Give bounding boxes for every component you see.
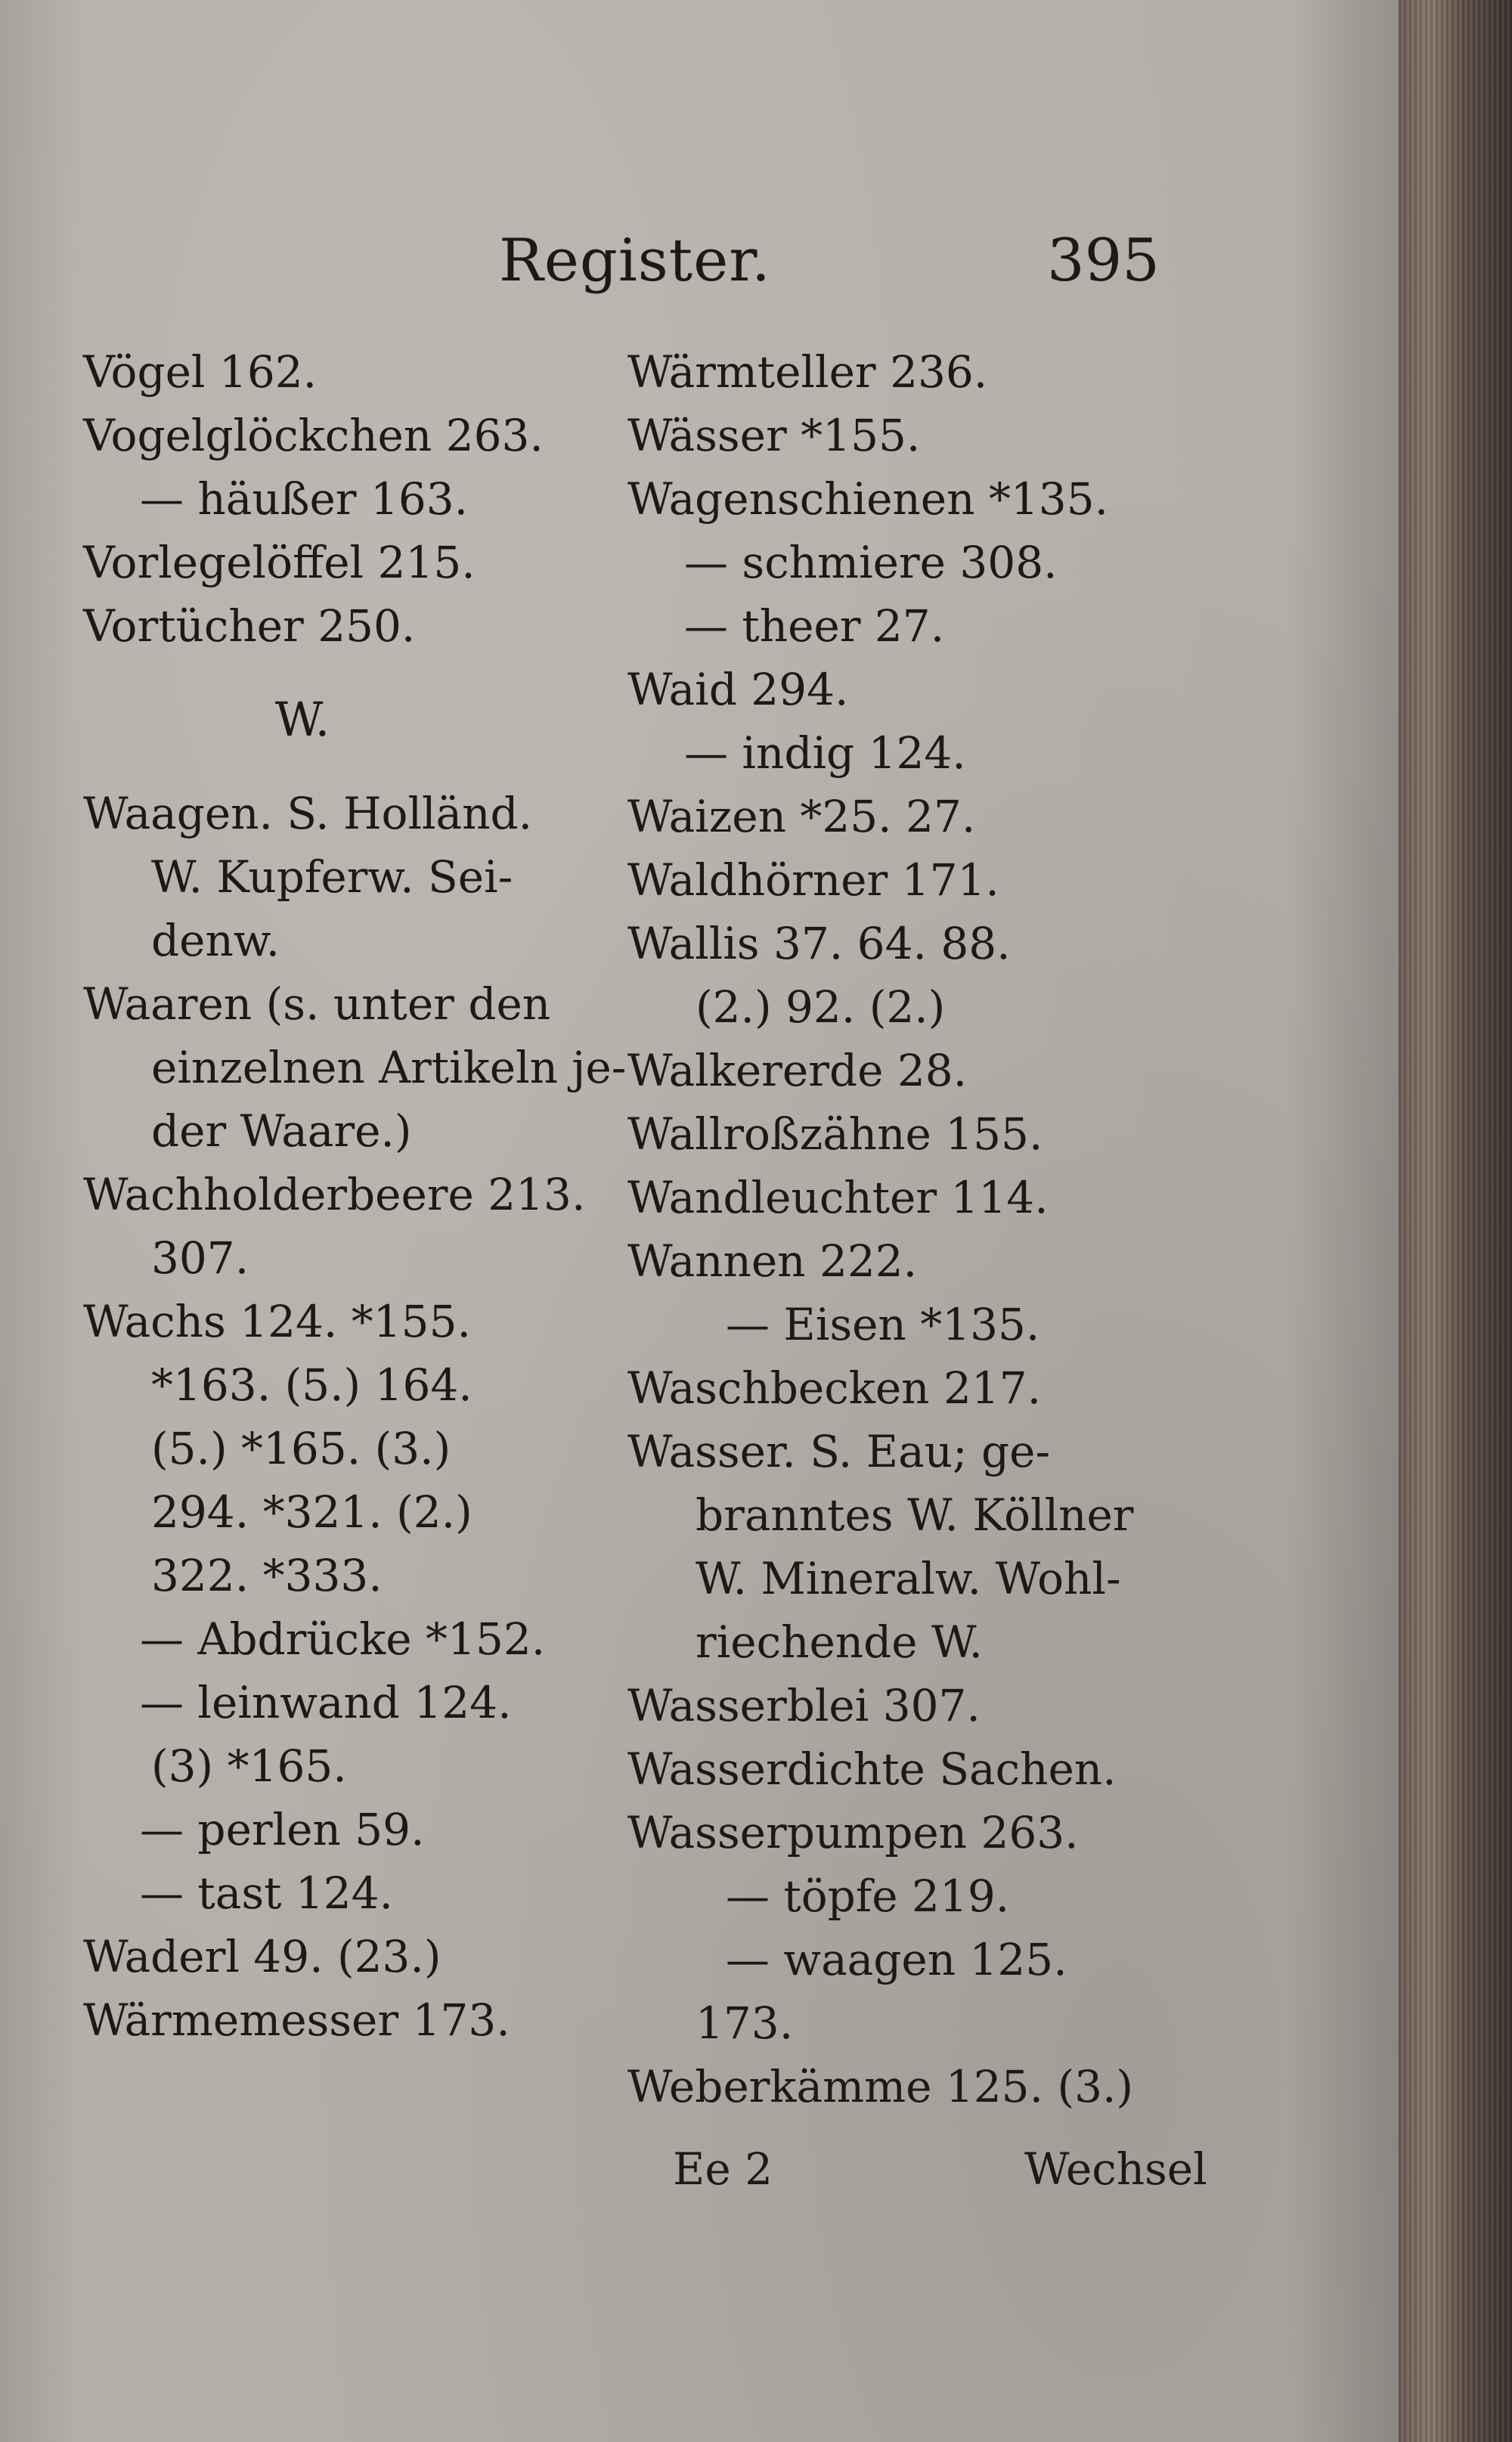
index-entry: Wasserblei 307. xyxy=(627,1680,981,1731)
index-entry: branntes W. Köllner xyxy=(696,1489,1134,1541)
index-entry: Wachholderbeere 213. xyxy=(83,1169,586,1220)
index-entry: Vorlegelöffel 215. xyxy=(83,537,476,588)
index-entry: Vortücher 250. xyxy=(83,600,416,652)
index-entry: Wachs 124. *155. xyxy=(83,1296,471,1347)
index-entry: (2.) 92. (2.) xyxy=(696,981,946,1033)
index-entry: — tast 124. xyxy=(140,1867,393,1919)
index-entry: Waderl 49. (23.) xyxy=(83,1931,442,1982)
index-entry: W. Kupferw. Sei- xyxy=(151,851,513,903)
index-entry: Wandleuchter 114. xyxy=(627,1172,1049,1223)
signature-mark: Ee 2 xyxy=(673,2143,773,2195)
index-entry: 294. *321. (2.) xyxy=(151,1486,472,1538)
index-entry: Wasserpumpen 263. xyxy=(627,1807,1079,1858)
index-entry: Weberkämme 125. (3.) xyxy=(627,2061,1134,2112)
page-number: 395 xyxy=(1047,227,1160,295)
index-entry: — theer 27. xyxy=(684,600,945,652)
index-entry: denw. xyxy=(151,915,280,966)
index-entry: — Abdrücke *152. xyxy=(140,1613,546,1665)
index-entry: Wärmteller 236. xyxy=(627,346,988,398)
index-entry: Waid 294. xyxy=(627,664,849,715)
running-head-title: Register. xyxy=(499,227,771,295)
index-entry: 307. xyxy=(151,1232,249,1284)
index-entry: 322. *333. xyxy=(151,1550,383,1601)
index-entry: Waldhörner 171. xyxy=(627,854,999,906)
index-entry: — leinwand 124. xyxy=(140,1677,512,1728)
index-entry: — indig 124. xyxy=(684,727,966,779)
index-entry: einzelnen Artikeln je- xyxy=(151,1042,627,1093)
index-entry: Waizen *25. 27. xyxy=(627,791,976,842)
index-entry: Wannen 222. xyxy=(627,1235,918,1287)
index-entry: Wallis 37. 64. 88. xyxy=(627,918,1011,969)
index-entry: — häußer 163. xyxy=(140,473,469,525)
index-entry: — schmiere 308. xyxy=(684,537,1058,588)
index-entry: riechende W. xyxy=(696,1616,983,1668)
index-entry: (5.) *165. (3.) xyxy=(151,1423,451,1474)
index-entry: (3) *165. xyxy=(151,1740,347,1792)
index-entry: Wässer *155. xyxy=(627,410,921,461)
index-entry: der Waare.) xyxy=(151,1105,412,1157)
index-entry: Waagen. S. Holländ. xyxy=(83,788,533,839)
index-entry: Vogelglöckchen 263. xyxy=(83,410,544,461)
right-index-column xyxy=(627,340,1217,2118)
index-entry: — Eisen *135. xyxy=(726,1299,1040,1350)
index-entry: Vögel 162. xyxy=(83,346,318,398)
index-entry: Wasserdichte Sachen. xyxy=(627,1743,1117,1795)
index-entry: Wärmemesser 173. xyxy=(83,1994,510,2046)
index-entry: Wallroßzähne 155. xyxy=(627,1108,1043,1160)
index-entry: — töpfe 219. xyxy=(726,1870,1010,1922)
index-entry: Waschbecken 217. xyxy=(627,1362,1042,1414)
catchword: Wechsel xyxy=(1024,2143,1207,2195)
index-entry: W. Mineralw. Wohl- xyxy=(696,1553,1121,1604)
index-entry: 173. xyxy=(696,1997,794,2049)
index-entry: Wasser. S. Eau; ge- xyxy=(627,1426,1051,1477)
page-edge xyxy=(1399,0,1512,2442)
section-letter: W. xyxy=(274,692,330,747)
index-entry: *163. (5.) 164. xyxy=(151,1359,472,1411)
left-index-column xyxy=(83,340,627,2052)
index-entry: — perlen 59. xyxy=(140,1804,425,1855)
index-entry: Waaren (s. unter den xyxy=(83,978,551,1030)
index-entry: Walkererde 28. xyxy=(627,1045,968,1096)
index-entry: Wagenschienen *135. xyxy=(627,473,1109,525)
index-entry: — waagen 125. xyxy=(726,1934,1067,1985)
